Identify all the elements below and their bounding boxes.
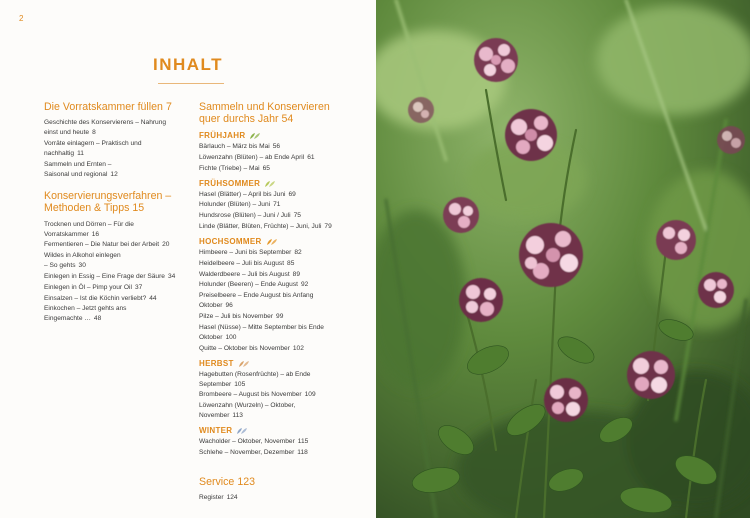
toc-entry[interactable] xyxy=(199,291,349,311)
toc-entry[interactable] xyxy=(199,323,349,343)
leaf-sprig-icon xyxy=(264,180,276,188)
toc-page-number: 105 xyxy=(234,380,246,388)
toc-entry[interactable] xyxy=(199,190,349,200)
toc-entry[interactable] xyxy=(44,251,184,271)
season-name: FRÜHJAHR xyxy=(199,131,246,140)
toc-entry[interactable] xyxy=(199,390,349,400)
toc-line-text: Vorräte einlagern – Praktisch und xyxy=(44,139,142,147)
toc-entry[interactable] xyxy=(199,153,349,163)
toc-line-text: Linde (Blätter, Blüten, Früchte) – Juni, Juli xyxy=(199,222,322,230)
season-heading-frühjahr xyxy=(199,131,349,141)
toc-page-number: 75 xyxy=(293,212,301,220)
toc-left-column xyxy=(44,101,184,325)
toc-page-number: 7 xyxy=(165,101,172,113)
toc-line-text: Einsalzen – Ist die Köchin verliebt? xyxy=(44,294,147,302)
toc-page-number: 96 xyxy=(225,302,233,310)
toc-page-number: 82 xyxy=(294,248,302,256)
toc-line-text: Hasel (Blätter) – April bis Juni xyxy=(199,190,286,198)
toc-line-text: Hasel (Nüsse) – Mitte September bis Ende xyxy=(199,323,324,331)
section-heading[interactable] xyxy=(44,190,184,214)
section-heading-text: Service xyxy=(199,475,235,488)
section-heading[interactable] xyxy=(199,476,349,488)
toc-entry[interactable] xyxy=(199,493,349,503)
toc-entry[interactable] xyxy=(199,211,349,221)
title-divider xyxy=(158,83,224,84)
page-number: 2 xyxy=(19,14,24,23)
toc-entry[interactable] xyxy=(199,280,349,290)
toc-line-text: Geschichte des Konservierens – Nahrung xyxy=(44,119,167,126)
toc-line-text: Oktober xyxy=(199,302,223,310)
toc-line-text: Brombeere – August bis November xyxy=(199,391,302,399)
toc-page-number: 69 xyxy=(288,190,296,198)
season-name: HOCHSOMMER xyxy=(199,236,262,246)
section-heading[interactable] xyxy=(44,101,184,113)
toc-line-text: Heidelbeere – Juli bis August xyxy=(199,259,285,267)
toc-page-number: 11 xyxy=(77,149,84,157)
toc-entry[interactable] xyxy=(44,160,184,180)
toc-line-text: Vorratskammer xyxy=(44,230,89,238)
toc-entry[interactable] xyxy=(199,344,349,354)
toc-entry[interactable] xyxy=(199,222,349,232)
toc-page-number: 79 xyxy=(324,222,332,230)
toc-page-number: 20 xyxy=(162,241,170,249)
toc-line-text: Sammeln und Ernten – xyxy=(44,160,112,168)
toc-page-number: 16 xyxy=(91,230,100,238)
toc-line-text: Oktober xyxy=(199,333,223,341)
toc-entry[interactable] xyxy=(199,437,349,447)
toc-page-number: 89 xyxy=(292,270,300,278)
toc-page-number: 44 xyxy=(149,294,157,302)
toc-page-number: 48 xyxy=(93,315,102,323)
toc-entry[interactable] xyxy=(199,448,349,458)
oregano-flowers-photo xyxy=(376,0,750,518)
toc-line-text: Register xyxy=(199,493,224,501)
toc-line-text: Walderdbeere – Juli bis August xyxy=(199,270,290,278)
section-heading[interactable] xyxy=(199,101,349,125)
toc-entry[interactable] xyxy=(199,142,349,152)
toc-line-text: Methoden & Tipps xyxy=(44,201,130,214)
toc-entry[interactable] xyxy=(44,118,184,138)
leaf-sprig-icon xyxy=(249,132,261,140)
toc-page-number: 30 xyxy=(78,262,86,270)
season-name: WINTER xyxy=(199,426,233,436)
toc-line-text: Holunder (Blüten) – Juni xyxy=(199,201,271,209)
toc-line-text: Preiselbeere – Ende August bis Anfang xyxy=(199,292,314,300)
toc-right-column xyxy=(199,101,349,504)
season-heading-herbst xyxy=(199,359,349,369)
toc-entry[interactable] xyxy=(199,270,349,280)
toc-page-number: 56 xyxy=(272,143,281,150)
toc-line-text: einst und heute xyxy=(44,129,90,136)
toc-line-text: Sammeln und Konservieren xyxy=(199,101,330,113)
toc-entry[interactable] xyxy=(199,312,349,322)
toc-entry[interactable] xyxy=(44,139,184,159)
toc-line-text: Fichte (Triebe) – Mai xyxy=(199,164,260,172)
toc-line-text: Fermentieren – Die Natur bei der Arbeit xyxy=(44,241,160,249)
toc-line-text: Bärlauch – März bis Mai xyxy=(199,143,270,150)
toc-entry[interactable] xyxy=(44,283,184,293)
toc-entry[interactable] xyxy=(199,164,349,174)
service-section xyxy=(199,476,349,503)
toc-line-text: quer durchs Jahr xyxy=(199,113,279,125)
toc-page-number: 34 xyxy=(167,272,176,280)
toc-line-text: Schlehe – November, Dezember xyxy=(199,448,295,456)
toc-page-number: 8 xyxy=(92,129,96,136)
toc-line-text: Hundsrose (Blüten) – Juni / Juli xyxy=(199,212,291,220)
toc-line-text: Wacholder – Oktober, November xyxy=(199,438,295,446)
toc-page-number: 100 xyxy=(225,333,237,341)
toc-page-number: 113 xyxy=(232,412,243,420)
toc-line-text: nachhaltig xyxy=(44,149,75,157)
toc-page-number: 37 xyxy=(134,283,143,291)
toc-page-number: 102 xyxy=(292,344,304,352)
toc-page-number: 92 xyxy=(300,281,309,289)
toc-page-number: 12 xyxy=(110,170,118,178)
toc-line-text: Wildes in Alkohol einlegen xyxy=(44,252,121,260)
toc-entry[interactable] xyxy=(199,370,349,390)
leaf-sprig-icon xyxy=(266,238,278,246)
toc-line-text: – So gehts xyxy=(44,262,76,270)
toc-line-text: September xyxy=(199,380,232,388)
toc-entry[interactable] xyxy=(44,294,184,304)
toc-line-text: Löwenzahn (Blüten) – ab Ende April xyxy=(199,153,305,161)
toc-page-number: 65 xyxy=(262,164,270,172)
toc-title: INHALT xyxy=(152,55,224,74)
toc-line-text: Himbeere – Juni bis September xyxy=(199,248,292,256)
toc-page-number: 99 xyxy=(276,312,284,320)
toc-entry[interactable] xyxy=(199,248,349,258)
toc-line-text: Trocknen und Dörren – Für die xyxy=(44,220,134,228)
toc-page-number: 124 xyxy=(226,493,238,501)
toc-line-text: Quitte – Oktober bis November xyxy=(199,344,290,352)
toc-line-text: Pilze – Juli bis November xyxy=(199,312,274,320)
toc-line-text: Einlegen in Öl – Pimp your Oil xyxy=(44,283,132,291)
toc-page-number: 123 xyxy=(237,475,256,488)
toc-entry[interactable] xyxy=(199,401,349,421)
toc-line-text: Konservierungsverfahren – xyxy=(44,189,172,202)
toc-entry[interactable] xyxy=(199,259,349,269)
toc-page-number: 115 xyxy=(297,438,309,446)
toc-page-number: 61 xyxy=(307,153,315,161)
toc-entry[interactable] xyxy=(44,220,184,240)
season-name: HERBST xyxy=(199,358,234,368)
season-heading-winter xyxy=(199,426,349,436)
toc-page-number: 71 xyxy=(273,201,281,209)
toc-entry[interactable] xyxy=(44,240,184,250)
toc-line-text: November xyxy=(199,412,230,420)
season-name: FRÜHSOMMER xyxy=(199,178,261,188)
toc-line-text: Hagebutten (Rosenfrüchte) – ab Ende xyxy=(199,370,311,378)
toc-page-number: 118 xyxy=(297,448,308,456)
season-heading-frühsommer xyxy=(199,179,349,189)
section-heading-text: Die Vorratskammer füllen xyxy=(44,101,163,113)
herb-photo xyxy=(376,0,750,518)
toc-entry[interactable] xyxy=(44,304,184,324)
leaf-sprig-icon xyxy=(236,427,248,435)
toc-line-text: Holunder (Beeren) – Ende August xyxy=(199,281,298,289)
toc-page-number: 15 xyxy=(132,201,145,214)
toc-page-number: 109 xyxy=(304,391,316,399)
toc-line-text: Einlegen in Essig – Eine Frage der Säure xyxy=(44,272,165,280)
toc-line-text: Saisonal und regional xyxy=(44,170,108,178)
leaf-sprig-icon xyxy=(238,360,250,368)
toc-entry[interactable] xyxy=(44,272,184,282)
toc-entry[interactable] xyxy=(199,200,349,210)
season-heading-hochsommer xyxy=(199,237,349,247)
toc-page-number: 54 xyxy=(281,113,294,125)
toc-line-text: Löwenzahn (Wurzeln) – Oktober, xyxy=(199,402,296,410)
toc-line-text: Einkochen – Jetzt gehts ans xyxy=(44,305,127,313)
toc-page-number: 85 xyxy=(287,259,295,267)
toc-line-text: Eingemachte … xyxy=(44,315,91,323)
